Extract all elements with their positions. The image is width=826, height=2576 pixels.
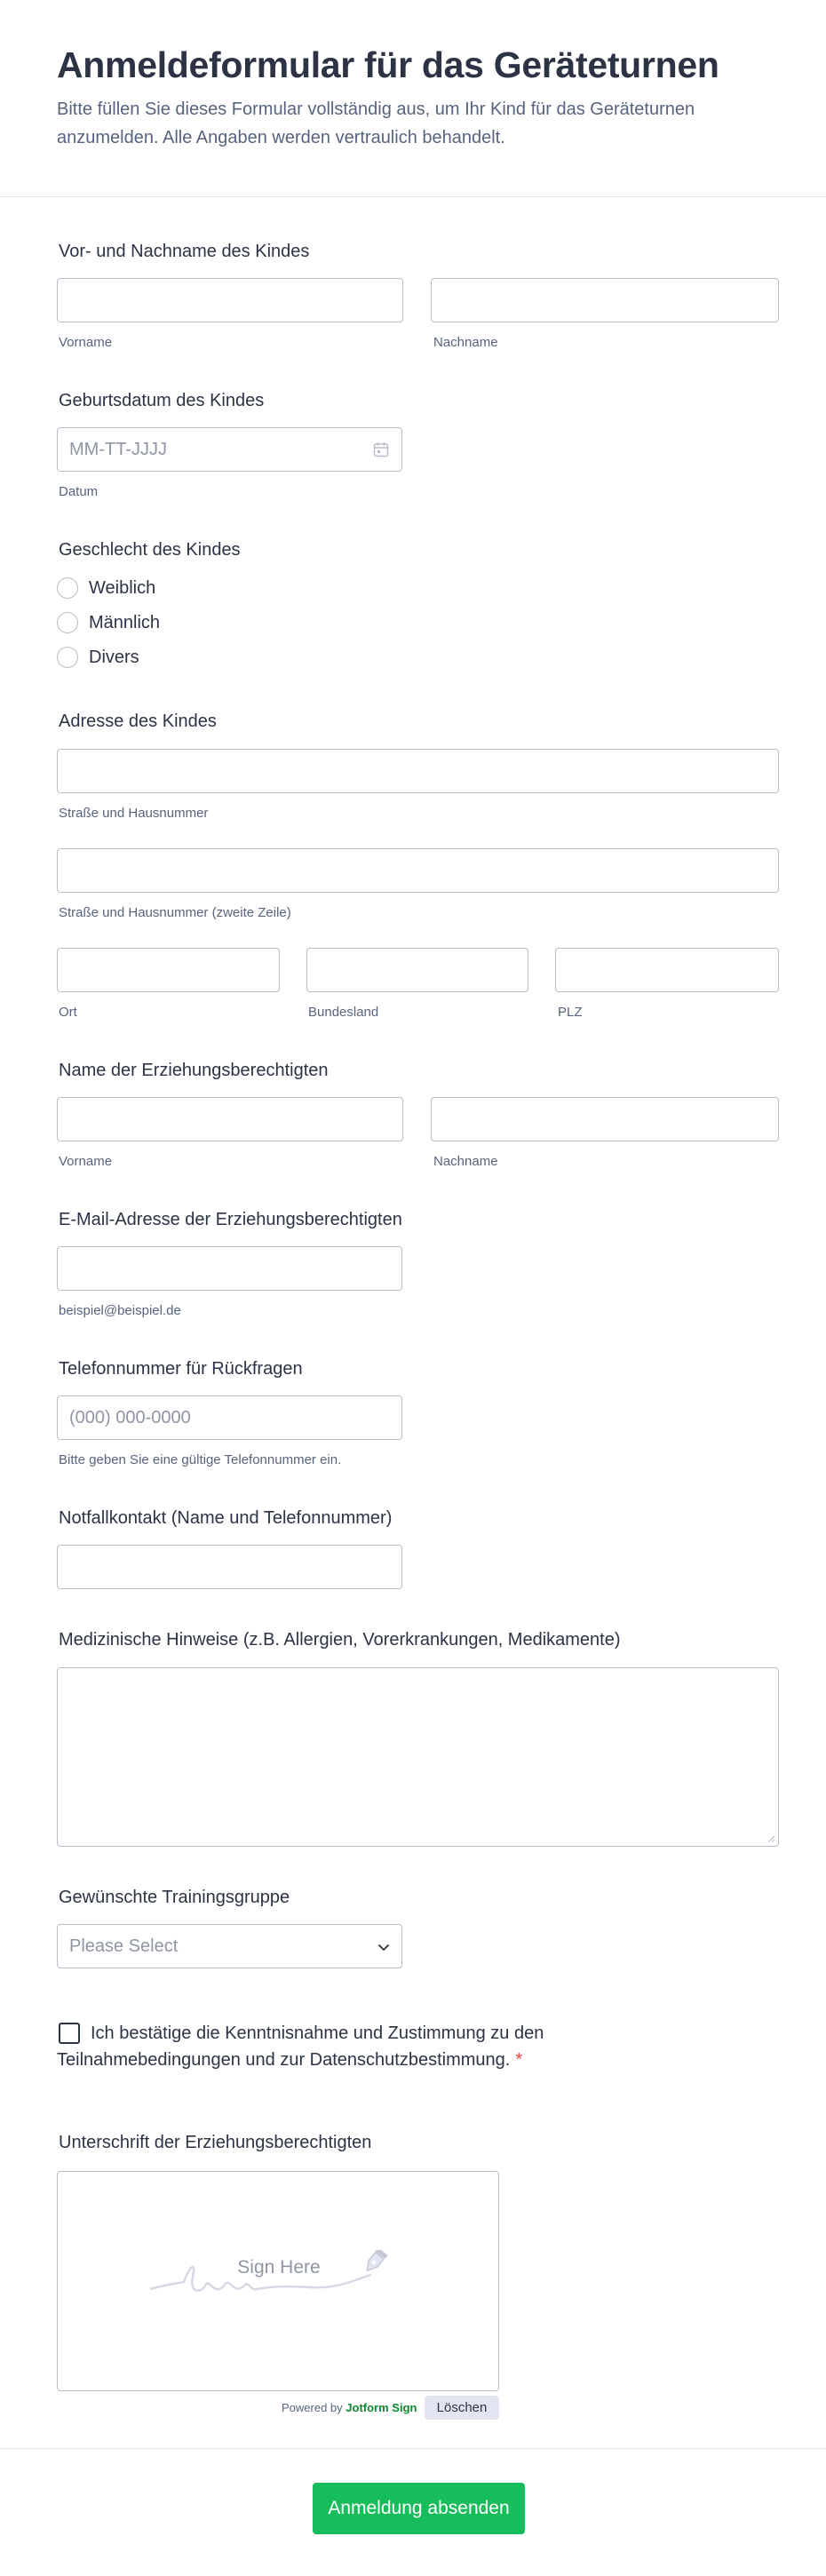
phone-sublabel: Bitte geben Sie eine gültige Telefonnummer ein.	[59, 1452, 342, 1467]
consent-text	[57, 2020, 625, 2073]
gender-option-label: Männlich	[89, 612, 161, 632]
gender-label: Geschlecht des Kindes	[59, 540, 241, 560]
gender-option-label: Divers	[89, 647, 139, 667]
medical-label: Medizinische Hinweise (z.B. Allergien, Vorerkrankungen, Medikamente)	[59, 1630, 621, 1650]
address-label: Adresse des Kindes	[59, 712, 217, 731]
street-line2-sublabel: Straße und Hausnummer (zweite Zeile)	[59, 905, 291, 920]
birthdate-input[interactable]	[57, 427, 402, 472]
phone-input[interactable]	[57, 1395, 402, 1440]
signature-label: Unterschrift der Erziehungsberechtigten	[59, 2133, 372, 2152]
group-select-placeholder: Please Select	[69, 1936, 179, 1956]
phone-label: Telefonnummer für Rückfragen	[59, 1359, 303, 1379]
emergency-input[interactable]	[57, 1545, 402, 1589]
city-input[interactable]	[57, 948, 280, 992]
phone-placeholder: (000) 000-0000	[69, 1408, 191, 1427]
form-header	[0, 0, 826, 197]
radio-button[interactable]	[57, 647, 78, 668]
email-input[interactable]	[57, 1246, 402, 1291]
guardian-first-name-sublabel: Vorname	[59, 1154, 113, 1169]
child-first-name-sublabel: Vorname	[59, 335, 113, 350]
submit-button[interactable]: Anmeldung absenden	[313, 2483, 525, 2534]
gender-option-label: Weiblich	[89, 577, 156, 598]
state-sublabel: Bundesland	[308, 1005, 379, 1020]
child-last-name-sublabel: Nachname	[433, 335, 498, 350]
child-name-label: Vor- und Nachname des Kindes	[59, 242, 310, 261]
footer-divider	[0, 2448, 826, 2449]
street-input[interactable]	[57, 749, 779, 793]
birthdate-sublabel: Datum	[59, 484, 99, 499]
radio-button[interactable]	[57, 612, 78, 633]
street-sublabel: Straße und Hausnummer	[59, 806, 209, 821]
form-subtitle: Bitte füllen Sie dieses Formular vollständig aus, um Ihr Kind für das Geräteturnen anzumelden. Alle Angaben werden vertraulich behandelt.	[57, 99, 695, 147]
emergency-label: Notfallkontakt (Name und Telefonnummer)	[59, 1508, 393, 1528]
gender-option-diverse[interactable]	[57, 646, 139, 669]
guardian-last-name-sublabel: Nachname	[433, 1154, 498, 1169]
state-input[interactable]	[306, 948, 528, 992]
powered-brand: Jotform Sign	[345, 2401, 417, 2414]
powered-prefix: Powered by	[282, 2401, 343, 2414]
email-sublabel: beispiel@beispiel.de	[59, 1303, 181, 1318]
street-line2-input[interactable]	[57, 848, 779, 893]
email-label: E-Mail-Adresse der Erziehungsberechtigten	[59, 1210, 402, 1229]
city-sublabel: Ort	[59, 1005, 77, 1020]
child-first-name-input[interactable]	[57, 278, 403, 322]
child-last-name-input[interactable]	[431, 278, 779, 322]
medical-textarea[interactable]	[57, 1667, 779, 1847]
resize-grip-icon[interactable]	[766, 1834, 775, 1843]
consent-label: Ich bestätige die Kenntnisnahme und Zustimmung zu den Teilnahmebedingungen und zur Datenschutzbestimmung.	[57, 2023, 544, 2070]
group-select[interactable]	[57, 1924, 402, 1968]
gender-option-female[interactable]	[57, 576, 155, 600]
radio-button[interactable]	[57, 577, 78, 599]
group-label: Gewünschte Trainingsgruppe	[59, 1888, 290, 1907]
birthdate-label: Geburtsdatum des Kindes	[59, 391, 265, 410]
gender-option-male[interactable]	[57, 611, 160, 634]
signature-pad[interactable]	[57, 2171, 499, 2391]
clear-signature-button[interactable]: Löschen	[425, 2396, 499, 2420]
guardian-last-name-input[interactable]	[431, 1097, 779, 1141]
signature-placeholder: Sign Here	[237, 2257, 321, 2278]
guardian-name-label: Name der Erziehungsberechtigten	[59, 1061, 329, 1080]
chevron-down-icon	[377, 1940, 391, 1954]
calendar-icon[interactable]	[373, 441, 389, 457]
birthdate-placeholder: MM-TT-JJJJ	[69, 440, 167, 459]
guardian-first-name-input[interactable]	[57, 1097, 403, 1141]
required-mark: *	[515, 2050, 523, 2070]
zip-input[interactable]	[555, 948, 779, 992]
powered-by	[282, 2401, 417, 2414]
zip-sublabel: PLZ	[558, 1005, 583, 1020]
form-title: Anmeldeformular für das Geräteturnen	[57, 44, 719, 85]
